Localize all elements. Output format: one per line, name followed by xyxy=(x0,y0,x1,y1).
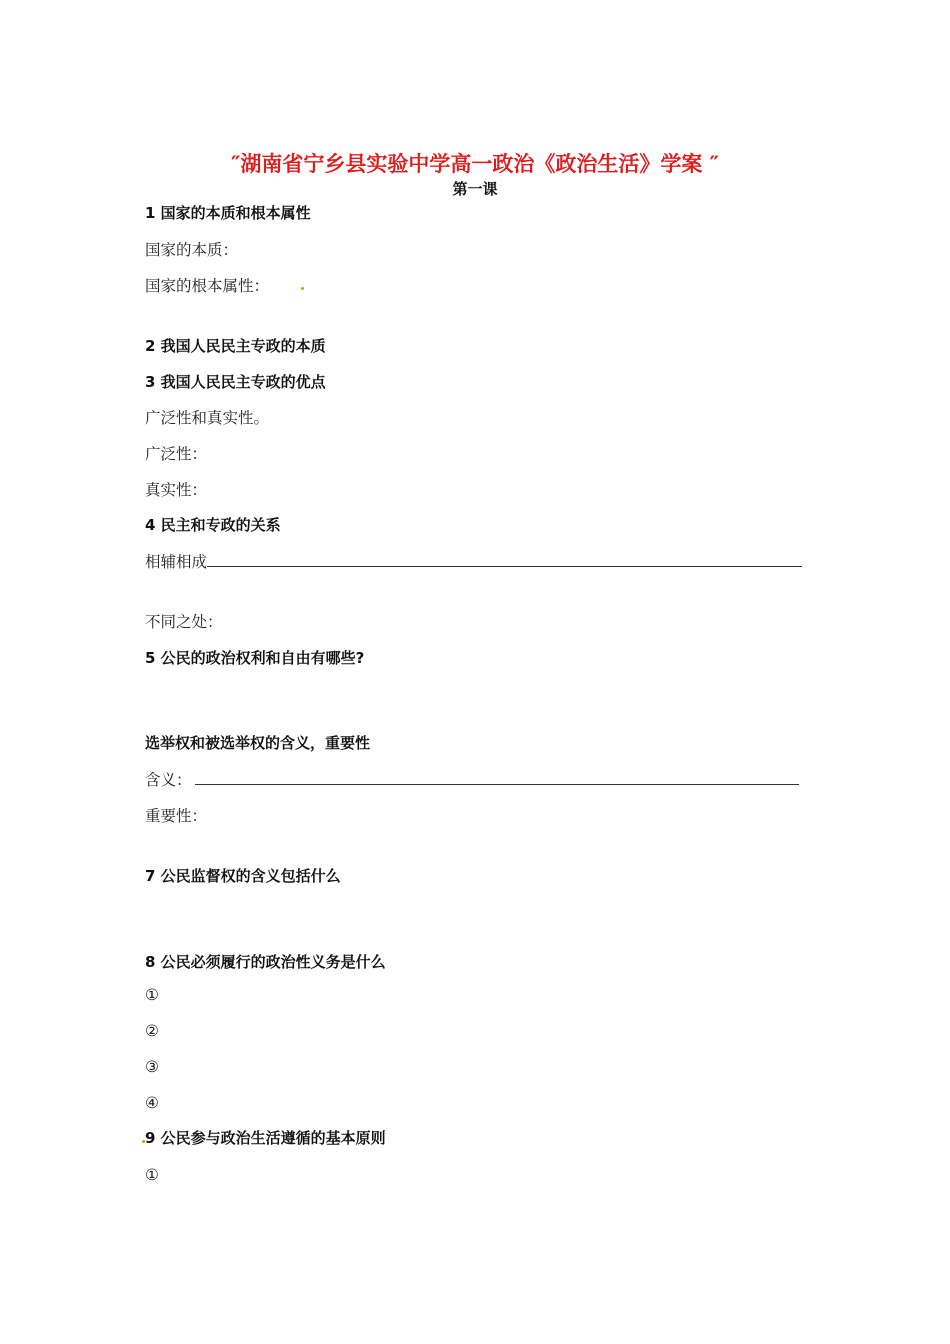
section-4-heading: 4 民主和专政的关系 xyxy=(145,516,281,534)
page-title: ″湖南省宁乡县实验中学高一政治《政治生活》学案 ″ xyxy=(230,152,720,176)
lesson-subtitle: 第一课 xyxy=(452,180,498,198)
section-6-line-1-label: 含义： xyxy=(145,771,192,789)
fill-in-blank[interactable] xyxy=(195,770,799,785)
section-6-heading: 选举权和被选举权的含义，重要性 xyxy=(145,734,371,752)
section-3-line-1: 广泛性和真实性。 xyxy=(145,409,270,427)
section-5-heading: 5 公民的政治权利和自由有哪些? xyxy=(145,649,365,667)
section-8-item-1: ① xyxy=(145,986,159,1004)
section-4-line-2: 不同之处： xyxy=(145,613,223,631)
section-3-line-3: 真实性： xyxy=(145,481,208,499)
section-6-line-1 xyxy=(145,768,799,790)
section-6-line-2: 重要性： xyxy=(145,807,208,825)
section-4-line-1-label: 相辅相成 xyxy=(145,553,208,571)
section-3-line-2: 广泛性： xyxy=(145,445,208,463)
section-8-heading: 8 公民必须履行的政治性义务是什么 xyxy=(145,953,386,971)
fill-in-blank[interactable] xyxy=(207,552,802,567)
section-9-item-1: ① xyxy=(145,1166,159,1184)
section-1-heading: 1 国家的本质和根本属性 xyxy=(145,204,311,222)
section-8-item-3: ③ xyxy=(145,1058,159,1076)
section-8-item-4: ④ xyxy=(145,1094,159,1112)
section-9-heading: 9 公民参与政治生活遵循的基本原则 xyxy=(145,1129,386,1147)
section-4-line-1 xyxy=(145,550,802,572)
section-8-item-2: ② xyxy=(145,1022,159,1040)
section-3-heading: 3 我国人民民主专政的优点 xyxy=(145,373,326,391)
yellow-dot-mark xyxy=(301,287,304,290)
section-1-line-1: 国家的本质： xyxy=(145,241,239,259)
section-1-line-2: 国家的根本属性： xyxy=(145,277,270,295)
section-2-heading: 2 我国人民民主专政的本质 xyxy=(145,337,326,355)
section-7-heading: 7 公民监督权的含义包括什么 xyxy=(145,867,341,885)
